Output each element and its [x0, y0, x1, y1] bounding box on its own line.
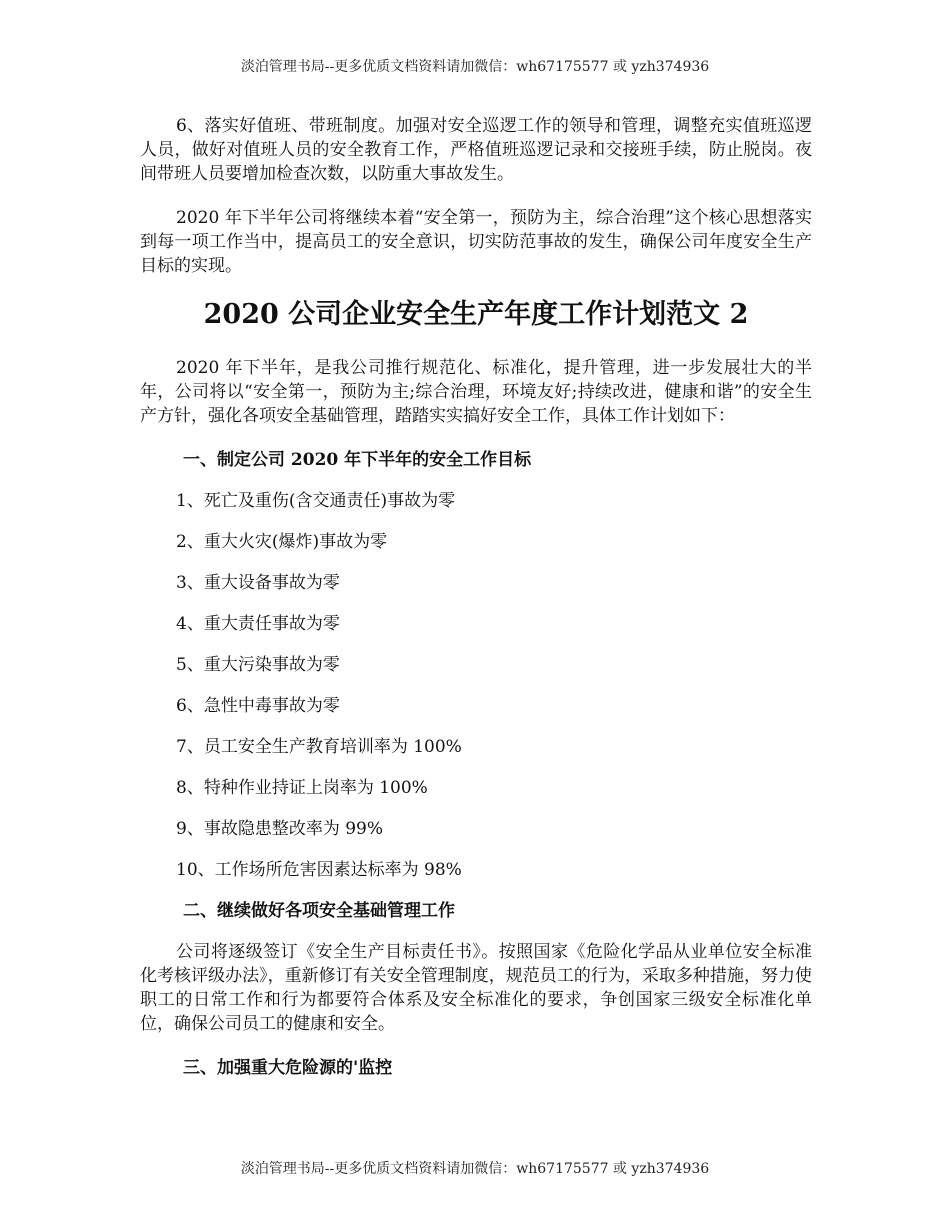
- section-2-paragraph: 公司将逐级签订《安全生产目标责任书》。按照国家《危险化学品从业单位安全标准化考核评级办法》，重新修订有关安全管理制度，规范员工的行为，采取多种措施，努力使职工的日常工作和行为都要符合体系及安全标准化的要求，争创国家三级安全标准化单位，确保公司员工的健康和安全。: [140, 942, 812, 1034]
- document-body: [140, 114, 812, 1097]
- goal-item: 4、重大责任事故为零: [176, 614, 340, 634]
- section-3-heading: 三、加强重大危险源的'监控: [183, 1058, 393, 1078]
- page-header: 淡泊管理书局--更多优质文档资料请加微信：wh67175577 或 yzh374936: [240, 59, 710, 75]
- goal-item: 5、重大污染事故为零: [176, 655, 340, 675]
- opening-paragraph: 2020 年下半年，是我公司推行规范化、标准化，提升管理，进一步发展壮大的半年，公司将以“安全第一，预防为主;综合治理，环境友好;持续改进，健康和谐”的安全生产方针，强化各项安全基础管理，踏踏实实搞好安全工作，具体工作计划如下：: [140, 358, 812, 426]
- intro-paragraph-1: 6、落实好值班、带班制度。加强对安全巡逻工作的领导和管理，调整充实值班巡逻人员，做好对值班人员的安全教育工作，严格值班巡逻记录和交接班手续，防止脱岗。夜间带班人员要增加检查次数，以防重大事故发生。: [140, 116, 812, 184]
- goal-item: 2、重大火灾(爆炸)事故为零: [176, 532, 388, 552]
- goal-item: 8、特种作业持证上岗率为 100%: [176, 778, 428, 798]
- page-footer: 淡泊管理书局--更多优质文档资料请加微信：wh67175577 或 yzh374936: [240, 1161, 710, 1177]
- goal-item: 10、工作场所危害因素达标率为 98%: [176, 860, 462, 880]
- goal-item: 1、死亡及重伤(含交通责任)事故为零: [176, 491, 456, 511]
- section-1-heading: 一、制定公司 2020 年下半年的安全工作目标: [183, 450, 532, 470]
- goal-item: 6、急性中毒事故为零: [176, 696, 340, 716]
- safety-goal-list: [140, 489, 812, 882]
- intro-paragraph-2: 2020 年下半年公司将继续本着“安全第一，预防为主，综合治理”这个核心思想落实到每一项工作当中，提高员工的安全意识，切实防范事故的发生，确保公司年度安全生产目标的实现。: [140, 208, 812, 276]
- goal-item: 7、员工安全生产教育培训率为 100%: [176, 737, 462, 757]
- goal-item: 3、重大设备事故为零: [176, 573, 340, 593]
- goal-item: 9、事故隐患整改率为 99%: [176, 819, 384, 839]
- section-2-heading: 二、继续做好各项安全基础管理工作: [183, 901, 455, 921]
- document-title: 2020 公司企业安全生产年度工作计划范文 2: [203, 299, 749, 330]
